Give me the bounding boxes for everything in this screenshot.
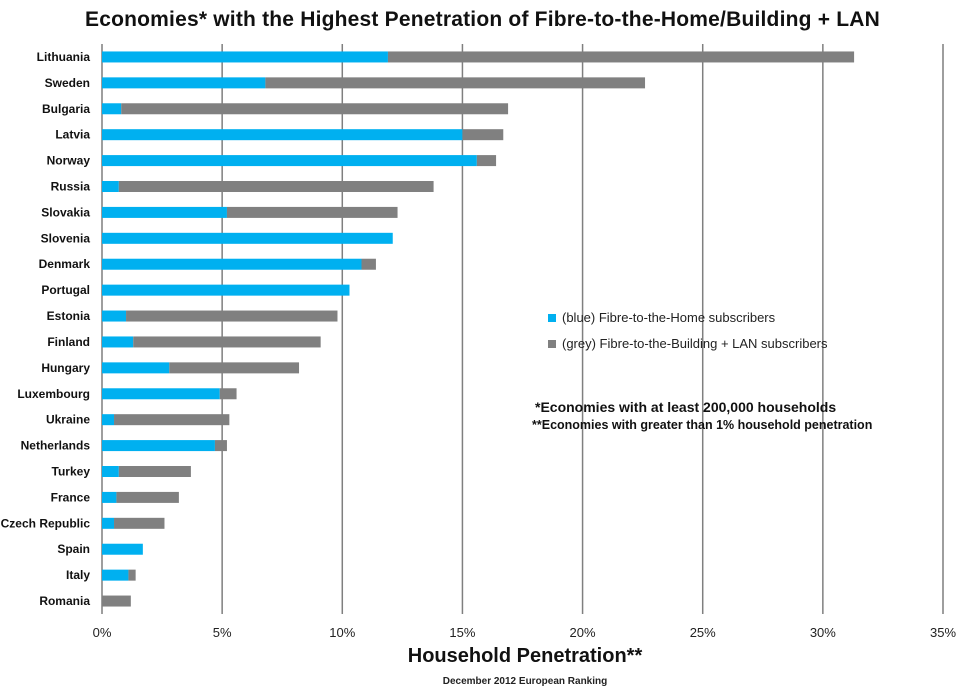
x-tick-label: 0% (92, 625, 112, 640)
category-label: France (50, 490, 90, 505)
x-tick-label: 25% (689, 625, 716, 640)
bar-fiber-to-building (169, 362, 299, 373)
bar-fiber-to-home (102, 466, 119, 477)
category-label: Czech Republic (0, 516, 90, 531)
x-axis-label: Household Penetration** (407, 645, 643, 667)
bar-fiber-to-building (119, 181, 434, 192)
bar-fiber-to-home (102, 492, 116, 503)
bar-fiber-to-home (102, 518, 114, 529)
category-label: Sweden (44, 75, 90, 90)
bar-fiber-to-home (102, 207, 227, 218)
category-label: Netherlands (20, 438, 90, 453)
category-label: Luxembourg (17, 386, 90, 401)
bar-fiber-to-home (102, 155, 477, 166)
bar-fiber-to-home (102, 311, 126, 322)
bar-fiber-to-building (128, 570, 135, 581)
annotation-penetration: **Economies with greater than 1% household penetration (532, 418, 873, 432)
category-label: Latvia (55, 127, 90, 142)
category-label: Romania (39, 594, 90, 609)
legend-item-fiber-to-home (548, 310, 775, 325)
bar-fiber-to-home (102, 336, 133, 347)
x-tick-label: 30% (809, 625, 836, 640)
x-tick-label: 10% (329, 625, 356, 640)
bar-fiber-to-home (102, 181, 119, 192)
bar-fiber-to-building (227, 207, 398, 218)
legend-label-fiber-to-building: (grey) Fibre-to-the-Building + LAN subscribers (562, 336, 828, 351)
bar-fiber-to-home (102, 285, 349, 296)
bar-fiber-to-building (133, 336, 320, 347)
bar-fiber-to-home (102, 259, 362, 270)
bar-fiber-to-building (362, 259, 376, 270)
bar-fiber-to-home (102, 544, 143, 555)
category-label: Slovenia (40, 231, 90, 246)
bar-fiber-to-building (462, 129, 503, 140)
bar-fiber-to-home (102, 103, 121, 114)
category-label: Portugal (41, 283, 90, 298)
x-tick-label: 15% (449, 625, 476, 640)
category-label: Lithuania (36, 49, 90, 64)
category-label: Denmark (38, 257, 90, 272)
chart-title: Economies* with the Highest Penetration of Fibre-to-the-Home/Building + LAN (85, 8, 880, 31)
bar-fiber-to-building (114, 414, 229, 425)
category-label: Italy (65, 568, 90, 583)
bar-fiber-to-building (220, 388, 237, 399)
legend-item-fiber-to-building (548, 336, 828, 351)
bar-fiber-to-home (102, 362, 169, 373)
category-label: Norway (46, 153, 90, 168)
annotation-households: *Economies with at least 200,000 households (535, 399, 837, 415)
category-label: Estonia (46, 309, 90, 324)
bar-fiber-to-home (102, 414, 114, 425)
category-label: Turkey (51, 464, 90, 479)
bar-fiber-to-building (215, 440, 227, 451)
legend-label-fiber-to-home: (blue) Fibre-to-the-Home subscribers (562, 310, 776, 325)
bar-fiber-to-building (121, 103, 508, 114)
x-tick-label: 20% (569, 625, 596, 640)
x-tick-label: 5% (212, 625, 232, 640)
category-label: Spain (57, 542, 90, 557)
bar-fiber-to-building (126, 311, 337, 322)
category-label: Russia (50, 179, 90, 194)
bar-fiber-to-home (102, 77, 265, 88)
legend-swatch-blue (548, 314, 556, 322)
bar-fiber-to-home (102, 388, 220, 399)
bar-fiber-to-building (477, 155, 496, 166)
category-label: Finland (47, 334, 90, 349)
bar-fiber-to-home (102, 129, 462, 140)
bar-fiber-to-home (102, 233, 393, 244)
bar-fiber-to-home (102, 570, 128, 581)
bar-fiber-to-building (102, 596, 131, 607)
bar-fiber-to-building (116, 492, 178, 503)
bar-fiber-to-home (102, 51, 388, 62)
bar-fiber-to-building (114, 518, 164, 529)
bar-fiber-to-building (388, 51, 854, 62)
category-label: Bulgaria (41, 101, 90, 116)
category-label: Ukraine (45, 412, 90, 427)
x-tick-label: 35% (929, 625, 957, 640)
bar-fiber-to-building (265, 77, 645, 88)
category-label: Slovakia (41, 205, 90, 220)
legend-swatch-grey (548, 340, 556, 348)
bar-fiber-to-building (119, 466, 191, 477)
category-label: Hungary (41, 360, 90, 375)
bar-fiber-to-home (102, 440, 215, 451)
footer-note: December 2012 European Ranking (442, 676, 608, 687)
